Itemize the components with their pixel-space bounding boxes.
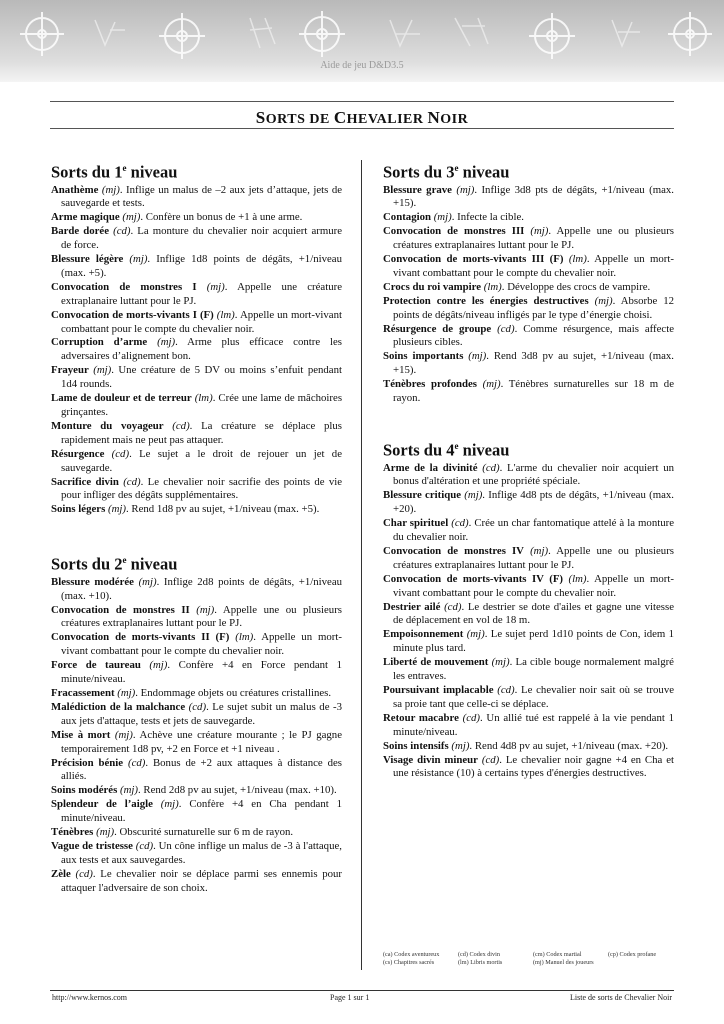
- legend-item: (cd) Codex divin: [458, 951, 500, 958]
- rune-icon-3: [299, 11, 345, 57]
- spell-entry: Lame de douleur et de terreur (lm). Crée une lame de mâchoires grinçantes.: [51, 392, 343, 418]
- spell-name: Résurgence: [51, 447, 105, 460]
- level-heading: [383, 158, 674, 183]
- title-rule-bottom: [50, 128, 674, 129]
- spell-description: Appelle un mort-vivant combattant pour le compte du chevalier noir.: [61, 631, 342, 658]
- spell-source: (mj): [530, 544, 549, 557]
- spell-description: Une créature de 5 DV ou moins s’enfuit pendant 1d4 rounds.: [61, 364, 342, 391]
- legend-item: (mj) Manuel des joueurs: [533, 959, 594, 966]
- spell-source: (mj): [160, 798, 179, 811]
- rune-icon-1: [20, 12, 64, 56]
- spell-entry: Blessure modérée (mj). Inflige 2d8 points de dégâts, +1/niveau (max. +10).: [51, 575, 343, 602]
- header-label: Aide de jeu D&D3.5: [320, 60, 404, 71]
- spell-source: (mj): [149, 659, 168, 672]
- spell-name: Protection contre les énergies destructives: [383, 294, 589, 307]
- spell-name: Mise à mort: [51, 728, 111, 741]
- spell-name: Empoisonnement: [383, 628, 464, 641]
- column-divider: [361, 160, 362, 970]
- spell-name: Monture du voyageur: [51, 419, 164, 432]
- spell-description: Absorbe 12 points de dégâts/niveau infligés par le type d’énergie choisi.: [393, 294, 675, 321]
- legend-item: (lm) Libris mortis: [458, 959, 503, 966]
- glyph-icon-5: [612, 20, 640, 46]
- spell-description: Le chevalier noir gagne +4 en Cha et une résistance (10) à certains types d'énergies destructives.: [393, 753, 674, 780]
- spell-source: (mj): [206, 280, 225, 293]
- spell-description: Le destrier se dote d'ailes et gagne une vitesse de déplacement en vol de 18 m.: [393, 600, 674, 627]
- spell-name: Convocation de morts-vivants III (F): [383, 253, 564, 266]
- spell-name: Blessure modérée: [51, 575, 134, 588]
- spell-entry: Vague de tristesse (cd). Un cône inflige un malus de -3 à l'attaque, aux tests et aux sauvegardes.: [51, 839, 342, 866]
- spell-name: Soins importants: [383, 350, 464, 363]
- spell-source: (lm): [568, 253, 587, 266]
- spell-description: Ténèbres surnaturelles sur 18 m de rayon.: [393, 378, 674, 405]
- spell-entry: Char spirituel (cd). Crée un char fantomatique attelé à la monture du chevalier noir.: [383, 517, 674, 544]
- level-heading: [51, 158, 342, 183]
- spell-source: (mj): [466, 628, 485, 641]
- spell-source: (cd): [135, 839, 154, 852]
- spell-entry: Convocation de monstres I (mj). Appelle une créature extraplanaire luttant pour le PJ.: [51, 280, 342, 307]
- spell-description: L'arme du chevalier noir acquiert un bonus d'altération et une propriété spéciale.: [393, 461, 675, 488]
- rune-icon-5: [668, 12, 712, 56]
- spell-description: Un allié tué est rappelé à la vie pendant 1 minute/niveau.: [393, 711, 674, 738]
- spell-name: Liberté de mouvement: [383, 656, 489, 669]
- spell-source: (cd): [481, 753, 500, 766]
- spell-entry: Résurgence de groupe (cd). Comme résurgence, mais affecte plusieurs cibles.: [383, 322, 675, 349]
- level-heading: [383, 436, 674, 461]
- spell-description: Inflige un malus de –2 aux jets d’attaque, jets de sauvegarde et tests.: [61, 183, 343, 210]
- spell-source: (cd): [497, 684, 515, 696]
- spell-description: Le sujet perd 1d10 points de Con, idem 1 minute plus tard.: [393, 628, 674, 655]
- spell-entry: Poursuivant implacable (cd). Le chevalier noir sait où se trouve sa proie tant que celle-ci se déplace.: [383, 684, 675, 710]
- spell-description: Rend 4d8 pv au sujet, +1/niveau (max. +20).: [474, 739, 669, 752]
- left-column: [51, 158, 342, 896]
- spell-description: Le chevalier noir sacrifie des points de vie pour infliger des dégâts supplémentaires.: [61, 475, 343, 502]
- spell-description: Confère un bonus de +1 à une arme.: [145, 211, 303, 224]
- spell-source: (lm): [194, 392, 213, 405]
- spell-entry: Arme de la divinité (cd). L'arme du chevalier noir acquiert un bonus d'altération et une propriété spéciale.: [383, 461, 675, 488]
- spell-description: Appelle une ou plusieurs créatures extraplanaires luttant pour le PJ.: [393, 544, 674, 571]
- spell-description: Inflige 2d8 points de dégâts, +1/niveau (max. +10).: [61, 575, 343, 602]
- spell-entry: Précision bénie (cd). Bonus de +2 aux attaques à distance des alliés.: [51, 756, 342, 783]
- spell-entry: Empoisonnement (mj). Le sujet perd 1d10 points de Con, idem 1 minute plus tard.: [383, 628, 674, 655]
- spell-description: Rend 2d8 pv au sujet, +1/niveau (max. +10).: [143, 784, 337, 797]
- spell-entry: Mise à mort (mj). Achève une créature mourante ; le PJ gagne temporairement 1d8 pv, +2 en Force et +1 niveau .: [51, 728, 342, 755]
- spell-name: Zèle: [51, 867, 71, 880]
- legend-item: (cm) Codex martial: [533, 951, 582, 958]
- spell-name: Destrier ailé: [383, 600, 441, 613]
- heading-text: niveau: [458, 162, 510, 182]
- spell-entry: Contagion (mj). Infecte la cible.: [383, 211, 524, 224]
- spell-name: Arme de la divinité: [383, 461, 478, 474]
- heading-sup: e: [122, 555, 127, 566]
- spell-name: Ténèbres profondes: [383, 378, 477, 391]
- footer-doc-title: Liste de sorts de Chevalier Noir: [570, 993, 672, 1002]
- spell-source: (mj): [464, 489, 483, 502]
- glyph-icon-3: [390, 20, 420, 46]
- rune-icon-4: [529, 13, 575, 59]
- spell-name: Précision bénie: [51, 756, 124, 769]
- spell-source: (cd): [111, 447, 130, 460]
- title-part: OIR: [440, 112, 469, 127]
- spell-name: Convocation de morts-vivants IV (F): [383, 572, 564, 585]
- spell-name: Fracassement: [51, 687, 115, 699]
- spell-description: La monture du chevalier noir acquiert armure de force.: [61, 225, 343, 252]
- spell-description: Rend 1d8 pv au sujet, +1/niveau (max. +5).: [131, 503, 320, 516]
- spell-source: (mj): [138, 575, 157, 588]
- spell-description: Appelle un mort-vivant combattant pour le compte du chevalier noir.: [393, 253, 674, 279]
- spell-name: Contagion: [383, 211, 431, 224]
- spell-entry: Convocation de monstres II (mj). Appelle une ou plusieurs créatures extraplanaires luttant pour le PJ.: [51, 603, 342, 630]
- glyph-icon-2: [250, 18, 275, 48]
- spell-description: Appelle un mort-vivant combattant pour le compte du chevalier noir.: [393, 572, 674, 599]
- spell-description: Bonus de +2 aux attaques à distance des alliés.: [61, 756, 342, 783]
- spell-name: Force de taureau: [51, 659, 141, 672]
- spell-source: (cd): [123, 475, 141, 488]
- spell-entry: Sacrifice divin (cd). Le chevalier noir sacrifie des points de vie pour infliger des dégâts supplémentaires.: [51, 475, 343, 502]
- heading-text: Sorts du 3: [383, 162, 455, 182]
- spell-description: Endommage objets ou créatures cristallines.: [140, 687, 332, 699]
- spell-entry: Convocation de monstres III (mj). Appelle une ou plusieurs créatures extraplanaires luttant pour le PJ.: [383, 225, 674, 252]
- footer-url-link[interactable]: http://www.kernos.com: [52, 993, 128, 1002]
- heading-text: niveau: [126, 554, 178, 574]
- spell-entry: Convocation de morts-vivants III (F) (lm). Appelle un mort-vivant combattant pour le compte du chevalier noir.: [383, 253, 674, 279]
- spell-source: (cd): [451, 517, 469, 530]
- spell-source: (lm): [568, 572, 587, 585]
- spell-description: La créature se déplace plus rapidement mais ne peut pas attaquer.: [61, 419, 342, 446]
- spell-name: Blessure critique: [383, 489, 462, 502]
- spell-source: (mj): [456, 183, 475, 196]
- spell-entry: Blessure grave (mj). Inflige 3d8 pts de dégâts, +1/niveau (max. +15).: [383, 183, 674, 210]
- heading-text: niveau: [458, 440, 510, 460]
- spell-description: Appelle une créature extraplanaire luttant pour le PJ.: [61, 280, 342, 307]
- spell-name: Frayeur: [51, 364, 89, 377]
- spell-description: Inflige 4d8 pts de dégâts, +1/niveau (max. +20).: [393, 489, 674, 516]
- spell-name: Char spirituel: [383, 517, 449, 530]
- spell-name: Corruption d’arme: [51, 336, 148, 349]
- spell-description: Infecte la cible.: [457, 211, 524, 224]
- heading-text: Sorts du 4: [383, 440, 455, 460]
- spell-entry: Résurgence (cd). Le sujet a le droit de rejouer un jet de sauvegarde.: [51, 447, 342, 474]
- spell-source: (mj): [122, 211, 141, 224]
- spell-entry: Blessure légère (mj). Inflige 1d8 points de dégâts, +1/niveau (max. +5).: [51, 253, 342, 279]
- spell-source: (lm): [235, 631, 254, 644]
- legend-item: (cp) Codex profane: [608, 951, 657, 958]
- spell-description: Développe des crocs de vampire.: [507, 280, 651, 293]
- heading-sup: e: [454, 163, 459, 173]
- spell-source: (mj): [101, 183, 120, 196]
- spell-entry: Barde dorée (cd). La monture du chevalier noir acquiert armure de force.: [51, 225, 343, 252]
- spell-source: (cd): [127, 756, 146, 769]
- spell-name: Convocation de morts-vivants I (F): [51, 308, 214, 321]
- spell-name: Crocs du roi vampire: [383, 280, 482, 293]
- spell-source: (mj): [530, 225, 549, 238]
- spell-entry: Retour macabre (cd). Un allié tué est rappelé à la vie pendant 1 minute/niveau.: [383, 711, 674, 738]
- spell-description: Arme plus efficace contre les adversaires d’alignement bon.: [61, 336, 342, 363]
- spell-name: Retour macabre: [383, 711, 459, 724]
- heading-text: Sorts du 2: [51, 554, 123, 574]
- spell-description: Appelle un mort-vivant combattant pour le compte du chevalier noir.: [61, 308, 342, 335]
- spell-description: Rend 3d8 pv au sujet, +1/niveau (max. +15).: [393, 350, 675, 377]
- spell-entry: Convocation de morts-vivants II (F) (lm). Appelle un mort-vivant combattant pour le compte du chevalier noir.: [51, 631, 342, 658]
- spell-source: (mj): [117, 687, 136, 699]
- spell-description: Achève une créature mourante ; le PJ gagne temporairement 1d8 pv, +2 en Force et +1 niveau .: [61, 728, 342, 755]
- glyph-icon-4: [455, 18, 488, 46]
- spell-name: Ténèbres: [51, 826, 94, 839]
- spell-source: (mj): [114, 728, 133, 741]
- glyph-icon-1: [95, 20, 125, 45]
- heading-text: niveau: [126, 162, 178, 182]
- spell-source: (cd): [444, 600, 462, 613]
- spell-source: (mj): [451, 739, 470, 752]
- spell-source: (cd): [172, 419, 190, 432]
- spell-source: (cd): [497, 322, 515, 335]
- spell-name: Malédiction de la malchance: [51, 700, 186, 713]
- spell-entry: Fracassement (mj). Endommage objets ou créatures cristallines.: [51, 687, 332, 699]
- spell-entry: Zèle (cd). Le chevalier noir se déplace parmi ses ennemis pour attaquer l'adversaire de son choix.: [51, 867, 343, 894]
- spell-name: Lame de douleur et de terreur: [51, 392, 192, 405]
- spell-name: Convocation de monstres IV: [383, 544, 524, 557]
- title-part: N: [427, 108, 441, 127]
- spell-description: Crée un char fantomatique attelé à la monture du chevalier noir.: [393, 517, 674, 544]
- spell-name: Convocation de morts-vivants II (F): [51, 631, 230, 644]
- page-title: [0, 108, 724, 128]
- spell-source: (mj): [468, 350, 487, 363]
- spell-entry: Soins importants (mj). Rend 3d8 pv au sujet, +1/niveau (max. +15).: [383, 350, 675, 377]
- spell-source: (mj): [96, 826, 115, 839]
- legend-row: [383, 959, 683, 967]
- title-part: ORTS DE: [265, 112, 334, 127]
- spell-entry: Visage divin mineur (cd). Le chevalier noir gagne +4 en Cha et une résistance (10) à certains types d'énergies destructives.: [383, 753, 674, 780]
- spell-description: Le chevalier noir se déplace parmi ses ennemis pour attaquer l'adversaire de son choix.: [61, 867, 343, 894]
- spell-entry: Destrier ailé (cd). Le destrier se dote d'ailes et gagne une vitesse de déplacement en vol de 18 m.: [383, 600, 674, 627]
- legend-item: (ca) Codex aventureux: [383, 951, 440, 958]
- spell-description: Confère +4 en Cha pendant 1 minute/niveau.: [61, 798, 342, 825]
- spell-source: (cd): [188, 700, 207, 713]
- spell-description: Appelle une ou plusieurs créatures extraplanaires luttant pour le PJ.: [61, 603, 342, 630]
- spell-entry: Monture du voyageur (cd). La créature se déplace plus rapidement mais ne peut pas attaquer.: [51, 419, 342, 446]
- spell-entry: Ténèbres (mj). Obscurité surnaturelle sur 6 m de rayon.: [51, 826, 294, 839]
- spell-description: Inflige 1d8 points de dégâts, +1/niveau (max. +5).: [61, 253, 342, 279]
- title-part: HEVALIER: [346, 112, 428, 127]
- spell-description: Confère +4 en Force pendant 1 minute/niveau.: [61, 659, 342, 686]
- title-part: S: [255, 108, 266, 127]
- spell-name: Barde dorée: [51, 225, 110, 238]
- spell-source: (lm): [216, 308, 235, 321]
- spell-entry: Liberté de mouvement (mj). La cible bouge normalement malgré les entraves.: [383, 656, 674, 683]
- legend-row: [383, 951, 683, 959]
- section-spacer: [51, 517, 342, 550]
- spell-entry: Malédiction de la malchance (cd). Le sujet subit un malus de -3 aux jets d'attaque, tests et jets de sauvegarde.: [51, 700, 343, 727]
- spell-entry: Convocation de morts-vivants I (F) (lm). Appelle un mort-vivant combattant pour le compte du chevalier noir.: [51, 308, 342, 335]
- spell-source: (mj): [196, 603, 215, 616]
- spell-name: Poursuivant implacable: [383, 684, 494, 696]
- spell-entry: Arme magique (mj). Confère un bonus de +1 à une arme.: [51, 211, 303, 224]
- spell-source: (mj): [120, 784, 138, 797]
- spell-entry: Convocation de monstres IV (mj). Appelle une ou plusieurs créatures extraplanaires luttant pour le PJ.: [383, 544, 674, 571]
- spell-description: Un cône inflige un malus de -3 à l'attaque, aux tests et aux sauvegardes.: [61, 839, 342, 866]
- spell-source: (mj): [594, 294, 613, 307]
- spell-entry: Corruption d’arme (mj). Arme plus efficace contre les adversaires d’alignement bon.: [51, 336, 342, 363]
- spell-source: (cd): [462, 711, 480, 724]
- spell-name: Splendeur de l’aigle: [51, 798, 153, 811]
- spell-name: Convocation de monstres III: [383, 225, 525, 238]
- right-column: [383, 158, 674, 781]
- source-legend: [383, 951, 683, 967]
- legend-item: (cs) Chapitres sacrés: [383, 959, 435, 966]
- footer-rule: [50, 990, 674, 991]
- spell-source: (mj): [433, 211, 452, 224]
- spell-source: (mj): [157, 336, 176, 349]
- spell-entry: Soins intensifs (mj). Rend 4d8 pv au sujet, +1/niveau (max. +20).: [383, 739, 669, 752]
- spell-name: Anathème: [51, 183, 99, 196]
- spell-description: Crée une lame de mâchoires grinçantes.: [61, 392, 343, 418]
- spell-entry: Frayeur (mj). Une créature de 5 DV ou moins s’enfuit pendant 1d4 rounds.: [51, 364, 342, 391]
- spell-description: Comme résurgence, mais affecte plusieurs cibles.: [393, 322, 675, 349]
- spell-description: Le sujet subit un malus de -3 aux jets d'attaque, tests et jets de sauvegarde.: [61, 700, 343, 727]
- rune-icon-2: [159, 13, 205, 59]
- title-rule-top: [50, 101, 674, 102]
- spell-entry: Convocation de morts-vivants IV (F) (lm). Appelle un mort-vivant combattant pour le compte du chevalier noir.: [383, 572, 674, 599]
- spell-source: (cd): [75, 867, 93, 880]
- spell-entry: Soins modérés (mj). Rend 2d8 pv au sujet, +1/niveau (max. +10).: [51, 784, 337, 797]
- spell-name: Soins modérés: [51, 784, 118, 797]
- spell-name: Arme magique: [51, 211, 120, 224]
- spell-entry: Blessure critique (mj). Inflige 4d8 pts de dégâts, +1/niveau (max. +20).: [383, 489, 674, 516]
- spell-description: Appelle une ou plusieurs créatures extraplanaires luttant pour le PJ.: [393, 225, 674, 252]
- spell-source: (mj): [108, 503, 126, 516]
- spell-entry: Force de taureau (mj). Confère +4 en Force pendant 1 minute/niveau.: [51, 659, 342, 686]
- spell-description: Le sujet a le droit de rejouer un jet de sauvegarde.: [61, 447, 342, 474]
- spell-name: Visage divin mineur: [383, 753, 478, 766]
- spell-name: Soins intensifs: [383, 739, 449, 752]
- spell-source: (mj): [491, 656, 510, 669]
- spell-description: Obscurité surnaturelle sur 6 m de rayon.: [119, 826, 294, 839]
- spell-name: Blessure légère: [51, 253, 124, 266]
- section-spacer: [383, 406, 674, 436]
- spell-name: Sacrifice divin: [51, 475, 119, 488]
- spell-entry: Anathème (mj). Inflige un malus de –2 aux jets d’attaque, jets de sauvegarde et tests.: [51, 183, 343, 210]
- heading-sup: e: [122, 163, 127, 173]
- spell-description: La cible bouge normalement malgré les entraves.: [393, 656, 674, 683]
- spell-name: Convocation de monstres II: [51, 603, 190, 616]
- spell-entry: Soins légers (mj). Rend 1d8 pv au sujet, +1/niveau (max. +5).: [51, 503, 320, 516]
- spell-name: Vague de tristesse: [51, 839, 133, 852]
- heading-text: Sorts du 1: [51, 162, 123, 182]
- page-number: Page 1 sur 1: [330, 993, 370, 1002]
- spell-name: Blessure grave: [383, 183, 452, 196]
- spell-source: (mj): [129, 253, 148, 266]
- spell-entry: Crocs du roi vampire (lm). Développe des crocs de vampire.: [383, 280, 651, 293]
- spell-entry: Ténèbres profondes (mj). Ténèbres surnaturelles sur 18 m de rayon.: [383, 378, 674, 405]
- spell-source: (mj): [482, 378, 501, 391]
- spell-entry: Protection contre les énergies destructives (mj). Absorbe 12 points de dégâts/niveau infligés par le type d’énergie choisi.: [383, 294, 675, 321]
- level-heading: [51, 550, 342, 575]
- title-part: C: [333, 108, 347, 127]
- heading-sup: e: [454, 441, 459, 451]
- spell-name: Soins légers: [51, 503, 106, 516]
- spell-entry: Splendeur de l’aigle (mj). Confère +4 en Cha pendant 1 minute/niveau.: [51, 798, 342, 825]
- spell-source: (cd): [482, 461, 500, 474]
- spell-source: (mj): [93, 364, 112, 377]
- spell-source: (lm): [483, 280, 502, 293]
- spell-description: Le chevalier noir sait où se trouve sa proie tant que celle-ci se déplace.: [393, 684, 675, 710]
- spell-name: Résurgence de groupe: [383, 322, 492, 335]
- spell-description: Inflige 3d8 pts de dégâts, +1/niveau (max. +15).: [393, 183, 674, 210]
- spell-name: Convocation de monstres I: [51, 280, 197, 293]
- spell-source: (cd): [113, 225, 131, 238]
